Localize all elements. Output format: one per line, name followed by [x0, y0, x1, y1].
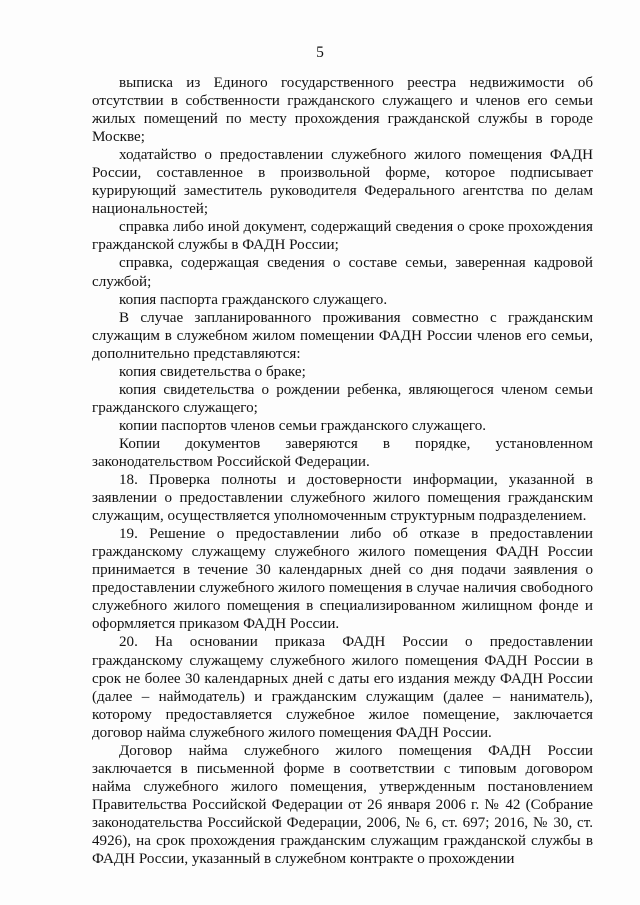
document-body	[92, 74, 593, 868]
paragraph-passport-copy: копия паспорта гражданского служащего.	[119, 291, 388, 308]
paragraph-extract-registry: выписка из Единого государственного реестра недвижимости об отсутствии в собственности гражданского служащего и членов его семьи жилых помещений по месту прохождения гражданской службы в городе Москве;	[92, 75, 593, 146]
paragraph-family-certificate: справка, содержащая сведения о составе семьи, заверенная кадровой службой;	[92, 255, 593, 290]
paragraph-petition: ходатайство о предоставлении служебного жилого помещения ФАДН России, составленное в произвольной форме, которое подписывает курирующий заместитель руководителя Федерального агентства по делам национальностей;	[92, 147, 593, 218]
page-number: 5	[316, 44, 324, 61]
paragraph-birth-certificate: копия свидетельства о рождении ребенка, являющегося членом семьи гражданского служащего;	[92, 381, 593, 416]
paragraph-marriage-certificate: копия свидетельства о браке;	[119, 363, 306, 380]
paragraph-family-residence: В случае запланированного проживания совместно с гражданским служащим в служебном жилом помещении ФАДН России членов его семьи, дополнительно представляются:	[92, 309, 593, 362]
paragraph-family-passports: копии паспортов членов семьи гражданского служащего.	[119, 417, 487, 434]
paragraph-lease-agreement: Договор найма служебного жилого помещения ФАДН России заключается в письменной форме в соответствии с типовым договором найма служебного жилого помещения, утвержденным постановлением Правительства Российской Федерации от 26 января 2006 г. № 42 (Собрание законодательства Российской Федерации, 2006, № 6, ст. 697; 2016, № 30, ст. 4926), на срок прохождения гражданским служащим гражданской службы в ФАДН России, указанный в служебном контракте о прохождении	[92, 742, 593, 868]
paragraph-clause-19: 19. Решение о предоставлении либо об отказе в предоставлении гражданскому служащему служебного жилого помещения ФАДН России принимается в течение 30 календарных дней со дня подачи заявления о предоставлении служебного жилого помещения в случае наличия свободного служебного жилого помещения в специализированном жилищном фонде и оформляется приказом ФАДН России.	[92, 526, 593, 633]
paragraph-clause-20: 20. На основании приказа ФАДН России о предоставлении гражданскому служащему служебного жилого помещения ФАДН России в срок не более 30 календарных дней с даты его издания между ФАДН России (далее – наймодатель) и гражданским служащим (далее – наниматель), которому предоставляется служебное жилое помещение, заключается договор найма служебного жилого помещения ФАДН России.	[92, 634, 593, 741]
paragraph-service-term-certificate: справка либо иной документ, содержащий сведения о сроке прохождения гражданской службы в ФАДН России;	[92, 219, 593, 254]
paragraph-clause-18: 18. Проверка полноты и достоверности информации, указанной в заявлении о предоставлении служебного жилого помещения гражданским служащим, осуществляется уполномоченным структурным подразделением.	[92, 472, 593, 525]
paragraph-copies-certified: Копии документов заверяются в порядке, установленном законодательством Российской Федерации.	[92, 435, 593, 470]
